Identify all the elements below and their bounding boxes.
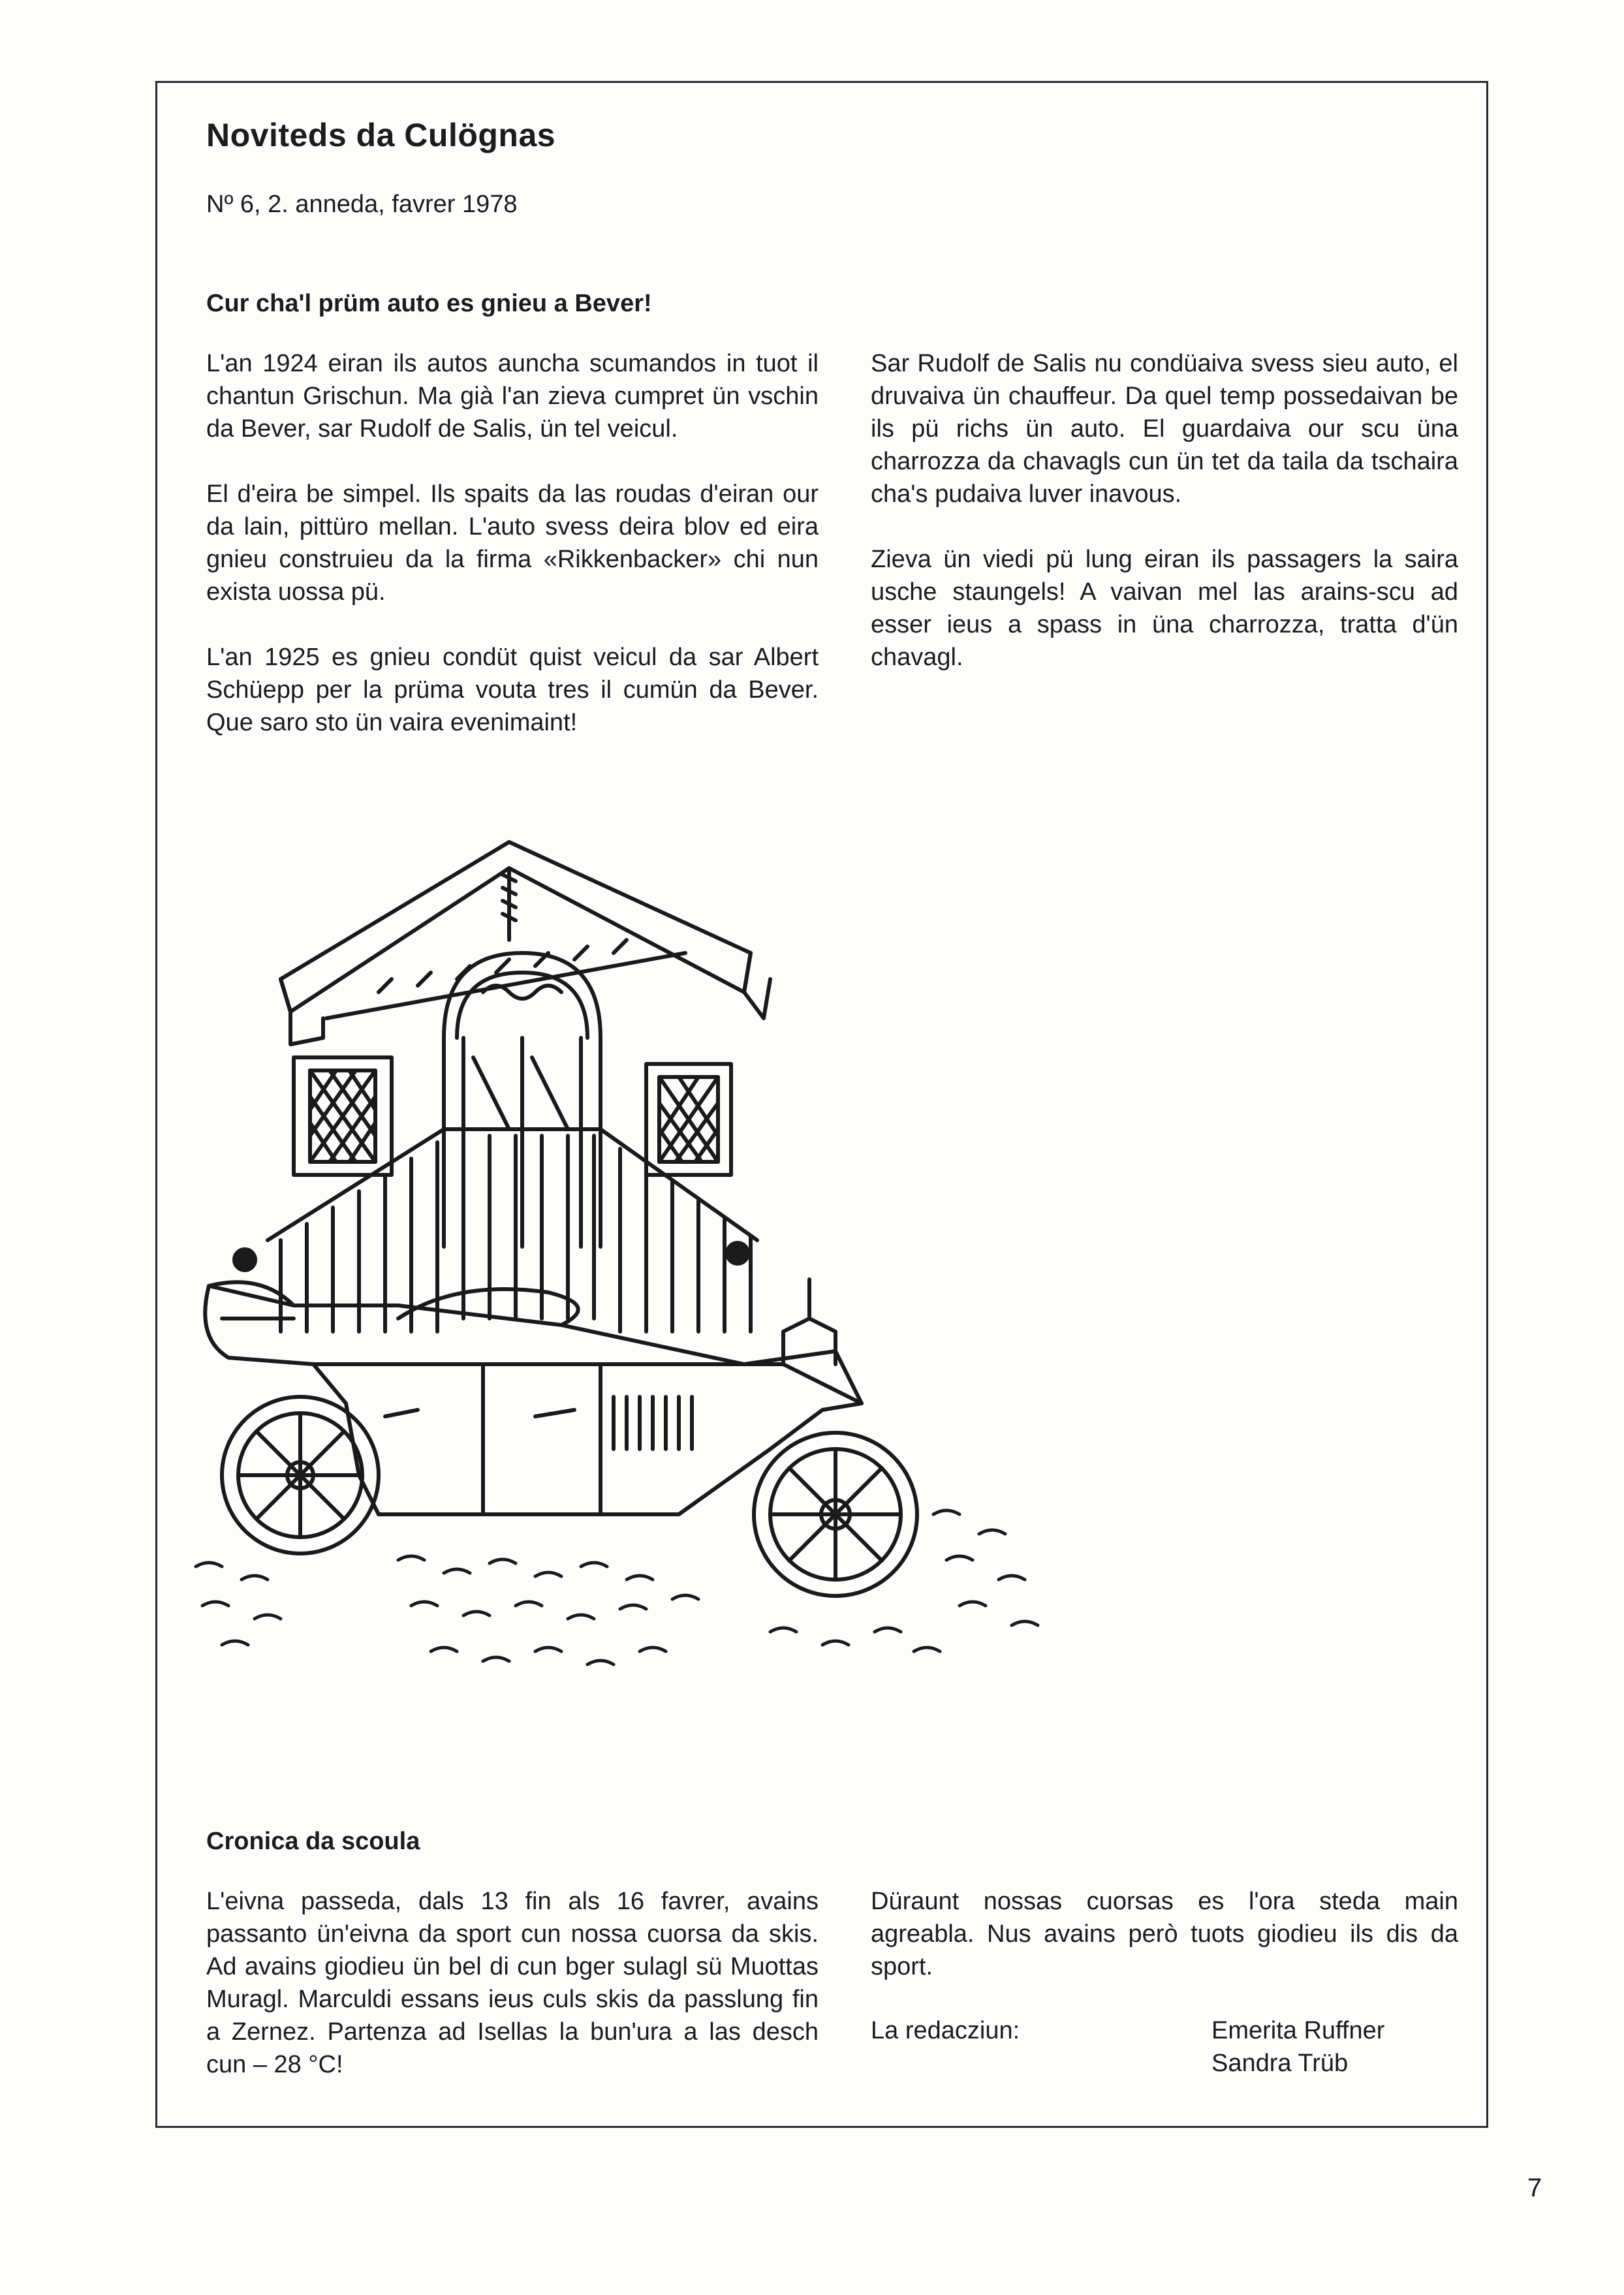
vintage-car-drawing-icon	[183, 822, 1201, 1697]
car-wheel-rear	[222, 1397, 379, 1553]
house-door	[444, 953, 601, 1247]
article2-right-paragraph-1: Düraunt nossas cuorsas es l'ora steda main agreabla. Nus avains però tuots giodieu ils dis da sport.	[871, 1888, 1458, 1980]
article1-left-column	[206, 347, 819, 772]
article2-heading: Cronica da scoula	[206, 1828, 420, 1855]
newsletter-title: Noviteds da Culögnas	[206, 117, 556, 153]
house-window-right	[646, 1064, 731, 1175]
car-wheel-front	[754, 1433, 917, 1596]
article1-left-paragraph-2: El d'eira be simpel. Ils spaits da las roudas d'eiran our da lain, pittüro mellan. L'auto svess deira blov ed eira gnieu construieu da la firma «Rikkenbacker» chi nun exista uossa pü.	[206, 480, 819, 606]
article1-heading: Cur cha'l prüm auto es gnieu a Bever!	[206, 290, 652, 317]
issue-line: Nº 6, 2. anneda, favrer 1978	[206, 191, 518, 218]
signature-label: La redacziun:	[871, 2017, 1020, 2044]
article1-left-paragraph-3: L'an 1925 es gnieu condüt quist veicul da sar Albert Schüepp per la prüma vouta tres il cumün da Bever. Que saro sto ün vaira evenimaint!	[206, 644, 819, 736]
article1-right-paragraph-1: Sar Rudolf de Salis nu condüaiva svess sieu auto, el druvaiva ün chauffeur. Da quel temp possedaivan be ils pü richs ün auto. El guardaiva our scu üna charrozza da chavagls cun ün tet da taila da tschaira cha's pudaiva luver inavous.	[871, 350, 1458, 508]
article1-left-paragraph-1: L'an 1924 eiran ils autos auncha scumandos in tuot il chantun Grischun. Ma già l'an zieva cumpret ün vschin da Bever, sar Rudolf de Salis, ün tel veicul.	[206, 350, 819, 443]
article1-right-column	[871, 347, 1458, 706]
house-window-left	[294, 1057, 392, 1175]
article2-left-paragraph-1: L'eivna passeda, dals 13 fin als 16 favrer, avains passanto ün'eivna da sport cun nossa cuorsa da skis. Ad avains giodieu ün bel di cun bger sulagl sü Muottas Muragl. Marculdi essans ieus culs skis da passlung fin a Zernez. Partenza ad Isellas la bun'ura a las desch cun – 28 °C!	[206, 1888, 819, 2078]
house-roof	[281, 842, 770, 1044]
article1-right-paragraph-2: Zieva ün viedi pü lung eiran ils passagers la saira usche staungels! A vaivan mel las arains-scu ad esser ieus a spass in üna charrozza, tratta d'ün chavagl.	[871, 546, 1458, 671]
signature-name-1: Emerita Ruffner	[1211, 2017, 1385, 2044]
article2-right-column	[871, 1885, 1458, 2016]
article2-left-column	[206, 1885, 819, 2114]
signature-name-2: Sandra Trüb	[1211, 2050, 1349, 2077]
page-number: 7	[1527, 2174, 1542, 2202]
